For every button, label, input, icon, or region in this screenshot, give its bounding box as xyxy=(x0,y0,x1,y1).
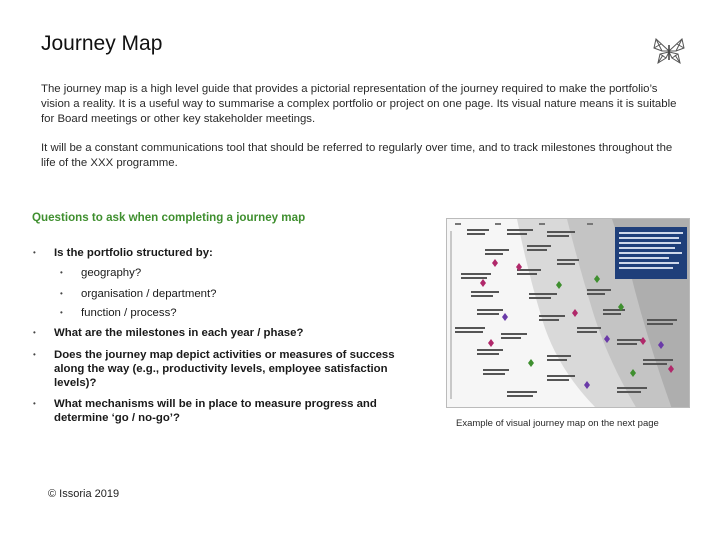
bullet-icon: • xyxy=(33,350,36,359)
copyright-footer: © Issoria 2019 xyxy=(48,488,120,500)
butterfly-logo-icon xyxy=(652,36,686,66)
bullet-icon: • xyxy=(33,248,36,257)
questions-heading: Questions to ask when completing a journey map xyxy=(32,211,306,224)
question-text: Does the journey map depict activities or measures of success along the way (e.g., productivity levels, employee satisfaction levels)? xyxy=(54,349,395,389)
journey-map-graphic xyxy=(447,219,690,408)
bullet-icon: • xyxy=(60,289,63,298)
journey-map-thumbnail xyxy=(446,218,690,408)
sub-question-text: geography? xyxy=(81,267,142,279)
question-text: What mechanisms will be in place to measure progress and determine ‘go / no-go’? xyxy=(54,398,377,424)
sub-question-text: organisation / department? xyxy=(81,288,217,300)
question-text: Is the portfolio structured by: xyxy=(54,247,213,259)
bullet-icon: • xyxy=(60,268,63,277)
communications-paragraph: It will be a constant communications tool that should be referred to regularly over time, and to track milestones throughout the life of the XXX programme. xyxy=(41,142,673,169)
page-title: Journey Map xyxy=(41,32,163,55)
thumbnail-caption: Example of visual journey map on the next page xyxy=(456,418,659,429)
bullet-icon: • xyxy=(33,399,36,408)
bullet-icon: • xyxy=(60,308,63,317)
bullet-icon: • xyxy=(33,328,36,337)
intro-paragraph: The journey map is a high level guide that provides a pictorial representation of the journey required to make the portfolio’s vision a reality. It is a useful way to summarise a complex portfolio or project on one page. Its visual nature means it is suitable for Board meetings or other key stakeholder meetings. xyxy=(41,83,677,125)
sub-question-text: function / process? xyxy=(81,307,177,319)
question-text: What are the milestones in each year / phase? xyxy=(54,327,304,339)
